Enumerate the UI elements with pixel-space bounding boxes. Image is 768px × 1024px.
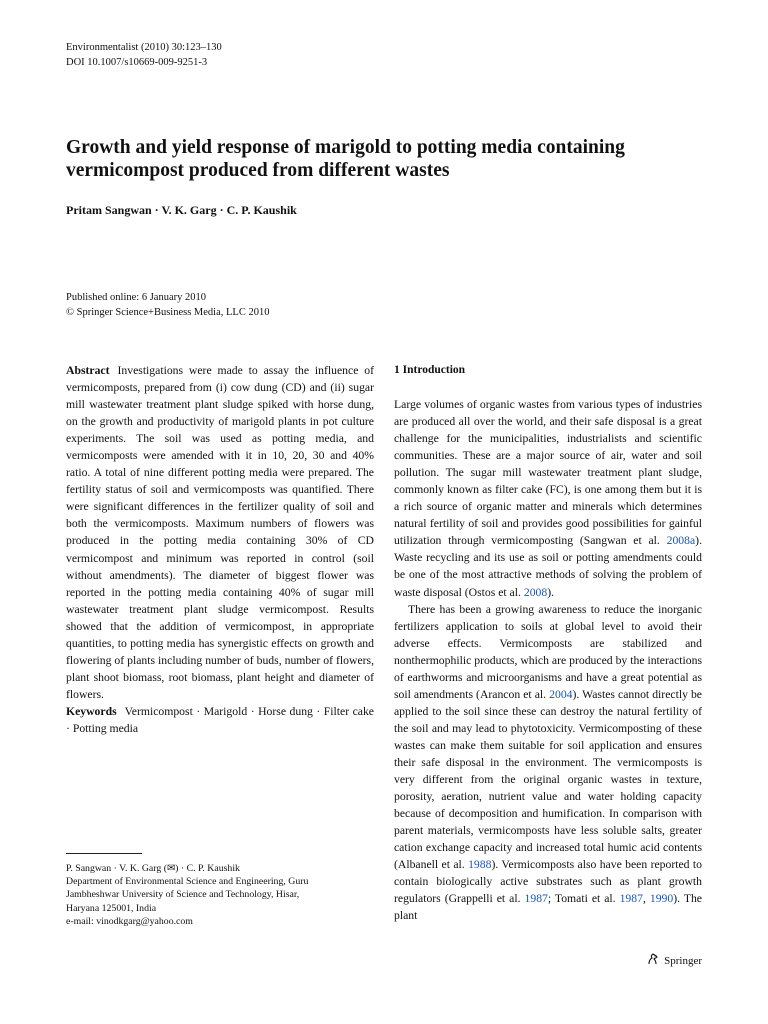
citation-link[interactable]: 1987 [524, 892, 548, 906]
affiliation-line: Haryana 125001, India [66, 902, 157, 914]
text-run: , [642, 892, 650, 906]
right-column [394, 362, 702, 924]
publisher-mark [646, 952, 702, 969]
corresponding-email[interactable]: e-mail: vinodkgarg@yahoo.com [66, 915, 193, 927]
citation-link[interactable]: 1990 [649, 892, 674, 906]
publication-info [66, 290, 269, 320]
keywords-label: Keywords [66, 704, 117, 718]
copyright: © Springer Science+Business Media, LLC 2010 [66, 307, 270, 318]
section-heading-introduction: 1 Introduction [394, 364, 466, 376]
keywords [66, 703, 374, 737]
citation-link[interactable]: 2004 [549, 687, 573, 701]
citation-link[interactable]: 1988 [468, 858, 492, 872]
abstract [66, 362, 374, 703]
author-affiliation [66, 862, 376, 928]
citation-link[interactable]: 2008a [666, 534, 696, 548]
text-run: ). Waste recycling and its use as soil or potting amendments could be one of the most attractive methods of solving the problem of waste disposal (Ostos et al. [394, 534, 702, 599]
paper-title: Growth and yield response of marigold to potting media containing vermicompost produced from different wastes [66, 137, 625, 181]
springer-horse-icon [646, 952, 660, 969]
published-date: Published online: 6 January 2010 [66, 292, 206, 303]
abstract-text: Investigations were made to assay the influence of vermicomposts, prepared from (i) cow dung (CD) and (ii) sugar mill wastewater treatment plant sludge spiked with horse dung, on the growth and productivity of marigold plants in pot culture experiments. The soil was used as potting media, and vermicomposts were amended with it in 10, 20, 30 and 40% ratio. A total of nine different potting media were prepared. The fertility status of soil and vermicomposts was quantified. There were significant differences in the fertilizer quality of soil and both the vermicomposts. Maximum numbers of flowers was produced in the potting media containing 30% of CD vermicompost and minimum was reported in control (soil without amendments). The diameter of biggest flower was reported in the potting media containing 40% of sugar mill wastewater treatment plant sludge vermicompost. Results showed that the addition of vermicompost, in appropriate quantities, to potting media has synergistic effects on growth and flowering of plants including number of buds, number of flowers, plant shoot biomass, root biomass, plant height and diameter of flowers. [66, 364, 374, 701]
left-column [66, 362, 374, 737]
text-run: There has been a growing awareness to reduce the inorganic fertilizers application to soils at global level to avoid their adverse effects. Vermicomposts are stabilized and nonthermophilic products, which are produced by the interactions of earthworms and microorganisms and have a great potential as soil amendments (Arancon et al. [394, 602, 702, 701]
text-run: ). Vermicomposts also have been reported to contain biologically active substrates such as plant growth regulators (Grappelli et al. [394, 858, 702, 906]
keywords-text: Vermicompost · Marigold · Horse dung · Filter cake · Potting media [66, 704, 374, 735]
publisher-name: Springer [664, 954, 702, 967]
text-run: ). Wastes cannot directly be applied to the soil since these can destroy the natural fertility of the soil and may lead to phytotoxicity. Vermicomposting of these wastes can make them suitable for soil application and ensures their safe disposal in the environment. The vermicomposts is very different from the original organic wastes in texture, porosity, aeration, nutrient value and water holding capacity because of decomposition and humification. In comparison with parent materials, vermicomposts have less soluble salts, greater cation exchange capacity and increased total humic acid contents (Albanell et al. [394, 687, 702, 872]
intro-paragraph-2 [394, 601, 702, 925]
intro-paragraph-1 [394, 396, 702, 601]
text-run: Large volumes of organic wastes from various types of industries are produced all over the world, and their safe disposal is a great challenge for the municipalities, industrialists and scientific communities. These are a major source of air, water and soil pollution. The sugar mill wastewater treatment plant sludge, commonly known as filter cake (FC), is one among them but it is a rich source of organic matter and minerals which determines natural fertility of soil and provides good possibilities for gainful utilization through vermicomposting (Sangwan et al. [394, 398, 702, 548]
text-run: ). The plant [394, 892, 702, 923]
journal-citation: Environmentalist (2010) 30:123–130 [66, 42, 222, 53]
citation-link[interactable]: 2008 [523, 585, 548, 599]
abstract-label: Abstract [66, 364, 110, 377]
footnote-divider [66, 853, 142, 854]
affiliation-line: Department of Environmental Science and Engineering, Guru [66, 876, 309, 888]
journal-meta [66, 40, 222, 70]
text-run: ; Tomati et al. [547, 892, 620, 906]
citation-link[interactable]: 1987 [619, 892, 643, 906]
affiliation-names: P. Sangwan · V. K. Garg (✉) · C. P. Kaushik [66, 863, 240, 874]
text-run: ). [547, 585, 555, 599]
affiliation-line: Jambheshwar University of Science and Technology, Hisar, [66, 889, 300, 901]
doi[interactable]: DOI 10.1007/s10669-009-9251-3 [66, 57, 208, 68]
author-list: Pritam Sangwan · V. K. Garg · C. P. Kaushik [66, 203, 297, 217]
